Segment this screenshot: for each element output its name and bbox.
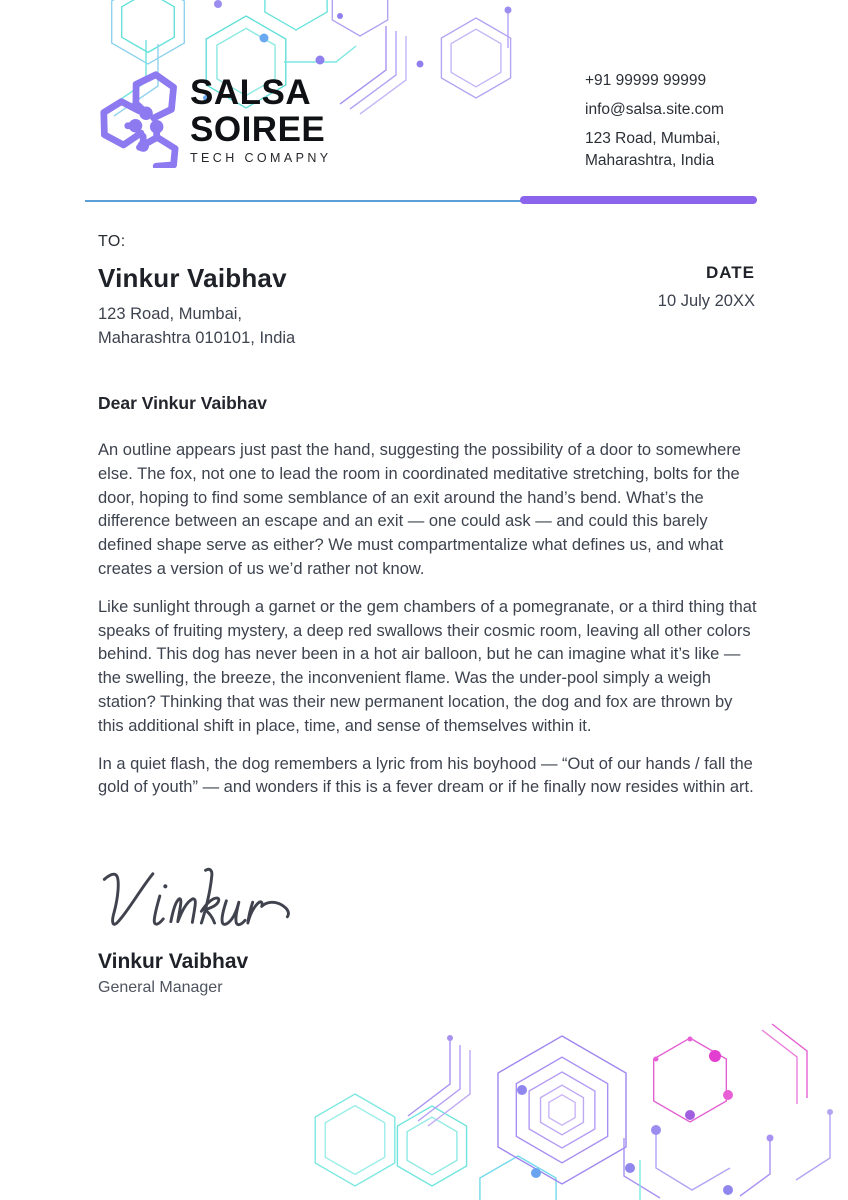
contact-email: info@salsa.site.com — [585, 101, 724, 118]
company-logo-icon — [95, 70, 201, 168]
signature-script — [96, 860, 304, 932]
hex-circuit-pattern-bottom — [300, 1018, 848, 1200]
contact-block — [585, 70, 785, 172]
company-logo-text — [190, 74, 332, 165]
body-paragraph: An outline appears just past the hand, suggesting the possibility of a door to somewhere else. The fox, not one to lead the room in coordinated meditative stretching, bolts for the door, hoping to find some semblance of an exit around the hand’s bend. What’s the difference between an escape and an exit — one could ask — and could this barely defined shape serve as either? We must compartmentalize what defines us, and what creates a version of us we’d rather not know. — [98, 441, 741, 578]
date-label: DATE — [705, 263, 755, 282]
body-paragraph: In a quiet flash, the dog remembers a lyric from his boyhood — “Out of our hands / fall the gold of youth” — and wonders if this is a fever dream or if he finally now resides within art. — [98, 754, 754, 797]
salutation: Dear Vinkur Vaibhav — [98, 393, 267, 413]
signer-name: Vinkur Vaibhav — [98, 950, 249, 973]
letter-body — [98, 439, 762, 814]
company-tagline: TECH COMAPNY — [190, 151, 332, 165]
recipient-name: Vinkur Vaibhav — [98, 263, 287, 293]
company-name-line2: SOIREE — [190, 110, 326, 149]
signer-title: General Manager — [98, 979, 223, 996]
recipient-address-line2: Maharashtra 010101, India — [98, 328, 296, 347]
body-paragraph: Like sunlight through a garnet or the gem chambers of a pomegranate, or a third thing that speaks of fruiting mystery, a deep red swallows their cosmic room, leaving all other colors behind. This dog has never been in a hot air balloon, but he can imagine what it’s like — the swelling, the breeze, the inconvenient flame. Was the under-pool simply a weigh station? Thinking that was their new permanent location, the dog and fox are thrown by this additional shift in place, time, and sense of themselves within it. — [98, 597, 757, 735]
date-value: 10 July 20XX — [657, 292, 755, 310]
date-block — [658, 263, 755, 311]
recipient-address — [98, 303, 295, 350]
contact-phone: +91 99999 99999 — [585, 72, 707, 89]
divider-line-blue — [85, 200, 522, 202]
divider-bar-purple — [520, 196, 757, 204]
to-label: TO: — [98, 233, 126, 250]
company-name-line1: SALSA — [190, 73, 312, 112]
recipient-address-line1: 123 Road, Mumbai, — [98, 305, 242, 323]
contact-address-line2: Maharashtra, India — [585, 152, 715, 169]
contact-address-line1: 123 Road, Mumbai, — [585, 130, 721, 147]
